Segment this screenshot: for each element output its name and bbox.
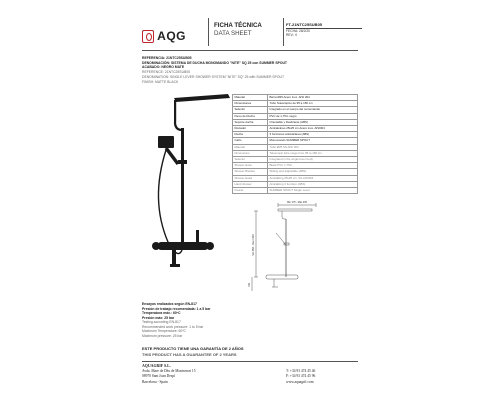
address-line: Avda. Mare de Déu de Montserrat 15 [142, 369, 196, 373]
spec-value: Tubo Telescópico de 95 a 150 cm [268, 101, 358, 107]
test-line: Ensayos realizados según EN-817 [142, 302, 197, 306]
spec-key: Shower Bracket [233, 169, 268, 175]
footer-rule [142, 361, 358, 362]
spec-key: Material [233, 144, 268, 150]
test-line: Presión de trabajo recomendada: 1 a 5 bar [142, 306, 211, 311]
shower-system-photo [144, 90, 230, 280]
spec-key: Material [233, 95, 268, 101]
spec-value: Anticalking 25x25 cm, SS AISI304 [268, 175, 358, 181]
spec-table [232, 94, 358, 194]
sheet-header [136, 10, 364, 48]
fax: F: +34 93 474 45 96 [286, 374, 316, 379]
header-rule [142, 50, 358, 51]
spec-key: Shower Head [233, 175, 268, 181]
logo-text: AQG [157, 29, 186, 43]
shower-arm [174, 100, 176, 122]
spec-value: PVC de 1,75m negro [268, 113, 358, 119]
spec-value: Black PVC 1,75m [268, 163, 358, 169]
test-line: Recommended work pressure: 1 to 5 bar [142, 324, 204, 329]
hand-shower-head [158, 136, 174, 148]
dim-label-top: Min 275 - Max 295 [287, 201, 307, 204]
spec-value: Telescopic tube range from 95 to 150 cm [268, 150, 358, 156]
reference-line: ACABADO: NEGRO MATE [142, 65, 185, 70]
spec-key: Dimensions [233, 150, 268, 156]
spec-key: Ducha [233, 132, 268, 138]
dim-label-bottom: 150 [248, 283, 251, 287]
guarantee-en: THIS PRODUCT HAS A GUARANTEE OF 2 YEARS [142, 351, 237, 357]
drawing-mixer [266, 275, 298, 279]
drawing-hand-shower [276, 233, 286, 245]
spec-value: Integrated in the single lever body [268, 157, 358, 163]
document-revision: REV.: 0 [286, 33, 298, 38]
sheet-title: FICHA TÉCNICA [214, 22, 262, 29]
reference-line: DENOMINACIÓN: SISTEMA DE DUCHA MONOMANDO "NITE" SQ 25 con SUMMER SPOUT [142, 60, 287, 65]
spec-value: 3 funciones anticalcárea (ABS) [268, 132, 358, 138]
guarantee-es: ESTE PRODUCTO TIENE UNA GARANTÍA DE 2 AÑOS [142, 346, 244, 351]
spec-key: Rociador [233, 126, 268, 132]
address-line: Barcelona - Spain [142, 379, 168, 384]
header-titles [214, 22, 284, 37]
shower-hose [158, 150, 182, 254]
document-date: FECHA: 28/2/20 [286, 29, 311, 33]
wall-fixture [206, 242, 214, 250]
spec-key: Soporte ducha [233, 119, 268, 125]
reference-line: REFERENCIA: 21NTC25SUB05 [142, 56, 192, 60]
mixer-body [158, 242, 208, 250]
spec-key: Hand shower [233, 181, 268, 187]
header-divider [208, 18, 209, 46]
tests-block [142, 302, 358, 338]
spec-value: Anticalking 3 function (ABS) [268, 181, 358, 187]
spec-key: Faucet [233, 188, 268, 194]
test-line: Maximum Temperature: 60ºC [142, 329, 186, 333]
spec-key: Caño [233, 138, 268, 144]
spec-value: Tube Ø25 SS AISI 304 [268, 144, 358, 150]
spec-value: Sliding and adjustable (ABS) [268, 169, 358, 175]
spec-value: Monomando SUMMER SPOUT [268, 138, 358, 144]
spec-value: Barra Ø25 Acero inox. AISI 304 [268, 95, 358, 101]
shower-arm-elbow [175, 122, 182, 130]
reference-line: DENOMINATION: SINGLE LEVER SHOWER SYSTEM "NITE" SQ" 25 with SUMMER SPOUT [142, 74, 285, 79]
spec-key: Shower Hose [233, 163, 268, 169]
sheet-subtitle: DATA SHEET [214, 29, 252, 37]
spec-value: Anticalcáreo 25x25 cm Acero inox. AISI304 [268, 126, 358, 132]
website-link[interactable]: www.aquagrif.com [286, 379, 314, 384]
phone: T: +34 93 474 45 46 [286, 369, 316, 373]
spec-key: Flexo de Ducha [233, 113, 268, 119]
spout-tip [170, 264, 180, 267]
spec-key: Dimensiones [233, 101, 268, 107]
summer-spout [172, 250, 176, 264]
sheet-footer [142, 364, 358, 385]
rain-shower-head [174, 94, 230, 102]
hand-shower-handle [166, 148, 178, 164]
company-name: AQUAGRIF S.L. [142, 364, 171, 368]
reference-block [142, 56, 358, 84]
wall-fixture [152, 242, 160, 250]
spec-key: Selector [233, 107, 268, 113]
reference-line: REFERENCE: 21NTC25SUB05 [142, 70, 191, 75]
test-line: Temperatura máx.: 60ºC [142, 311, 181, 315]
document-code: FT-21NTC25SUB05 [286, 22, 362, 29]
mixer-lever [196, 230, 199, 243]
drawing-arm [282, 211, 286, 219]
shower-holder [178, 160, 187, 164]
contact-block [286, 369, 358, 385]
dim-label-side: Min 950 - Max 1500 [252, 234, 255, 256]
reference-line: FINISH: MATTE BLACK [142, 79, 179, 84]
technical-drawing [232, 199, 358, 297]
drawing-shower-head [278, 209, 312, 211]
spec-value: SUMMER SPOUT Single Lever [268, 188, 358, 194]
spec-key: Selector [233, 157, 268, 163]
header-meta [286, 22, 362, 38]
guarantee-block [142, 346, 358, 357]
vertical-pipe [181, 128, 184, 248]
data-sheet-page [136, 10, 364, 394]
test-line: Presión máx: 25 bar [142, 315, 175, 320]
spec-row [233, 188, 358, 194]
test-line: Testing according EN-817 [142, 320, 181, 324]
header-divider [283, 18, 284, 46]
test-line: Maximum pressure: 25 bar [142, 333, 183, 338]
spec-value: Orientable y Deslizante (ABS) [268, 119, 358, 125]
aqg-logo-icon [142, 30, 154, 43]
aqg-logo [142, 28, 186, 44]
spec-value: Integrado en el cuerpo del monomando [268, 107, 358, 113]
address-line: 08970 Sant Joan Despí [142, 374, 176, 379]
